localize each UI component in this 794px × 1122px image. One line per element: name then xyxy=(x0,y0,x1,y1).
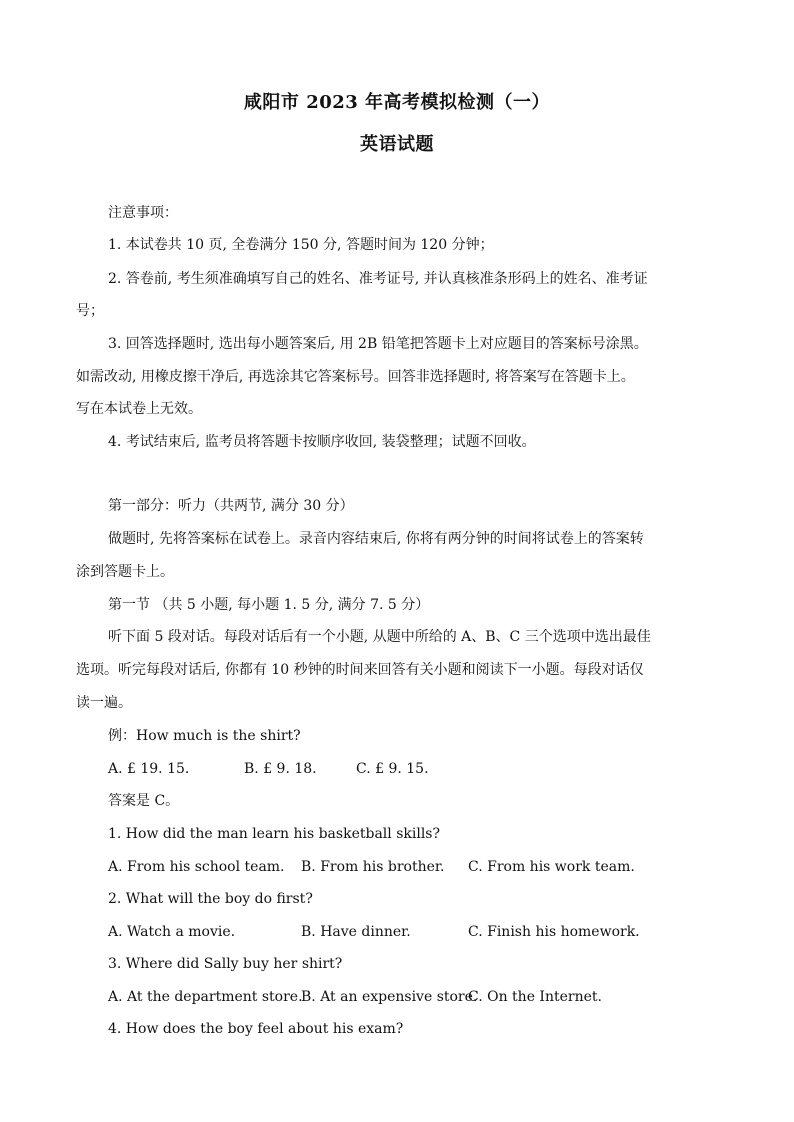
question-3-option-b: B. At an expensive store. xyxy=(301,989,478,1005)
question-1-option-a: A. From his school team. xyxy=(108,859,285,875)
page-subtitle: 英语试题 xyxy=(360,134,434,155)
example-option-a: A. £ 19. 15. xyxy=(108,761,190,777)
example-answer: 答案是 C。 xyxy=(108,793,180,809)
notice-heading: 注意事项： xyxy=(108,205,178,221)
question-2: 2. What will the boy do first? xyxy=(108,891,313,907)
notice-item-3-line-1: 3. 回答选择题时, 选出每小题答案后, 用 2B 铅笔把答题卡上对应题目的答案标号涂黑。 xyxy=(108,336,648,352)
question-3-option-a: A. At the department store. xyxy=(108,989,303,1005)
question-1-option-b: B. From his brother. xyxy=(301,859,445,875)
example-question: 例：How much is the shirt? xyxy=(108,728,301,744)
part1-heading: 第一部分：听力（共两节, 满分 30 分） xyxy=(108,498,354,514)
notice-item-1: 1. 本试卷共 10 页, 全卷满分 150 分, 答题时间为 120 分钟； xyxy=(108,237,494,253)
example-option-c: C. £ 9. 15. xyxy=(356,761,429,777)
section1-heading: 第一节 （共 5 小题, 每小题 1. 5 分, 满分 7. 5 分） xyxy=(108,597,430,613)
question-4: 4. How does the boy feel about his exam? xyxy=(108,1021,404,1037)
question-2-option-b: B. Have dinner. xyxy=(301,924,411,940)
part1-instruction-line-2: 涂到答题卡上。 xyxy=(76,564,174,580)
question-1: 1. How did the man learn his basketball skills? xyxy=(108,826,440,842)
question-3-option-c: C. On the Internet. xyxy=(468,989,602,1005)
question-3: 3. Where did Sally buy her shirt? xyxy=(108,956,343,972)
section1-instruction-line-2: 选项。听完每段对话后, 你都有 10 秒钟的时间来回答有关小题和阅读下一小题。每段对话仅 xyxy=(76,662,644,678)
part1-instruction-line-1: 做题时, 先将答案标在试卷上。录音内容结束后, 你将有两分钟的时间将试卷上的答案转 xyxy=(108,531,644,547)
section1-instruction-line-1: 听下面 5 段对话。每段对话后有一个小题, 从题中所给的 A、B、C 三个选项中选出最佳 xyxy=(108,629,651,645)
notice-item-3-line-2: 如需改动, 用橡皮擦干净后, 再选涂其它答案标号。回答非选择题时, 将答案写在答题卡上。 xyxy=(76,369,635,385)
section1-instruction-line-3: 读一遍。 xyxy=(76,695,132,711)
notice-item-2-line-1: 2. 答卷前, 考生须准确填写自己的姓名、准考证号, 并认真核准条形码上的姓名、准考证 xyxy=(108,271,648,287)
question-1-option-c: C. From his work team. xyxy=(468,859,635,875)
question-2-option-c: C. Finish his homework. xyxy=(468,924,640,940)
notice-item-3-line-3: 写在本试卷上无效。 xyxy=(76,401,202,417)
page-title: 咸阳市 2023 年高考模拟检测（一） xyxy=(243,92,551,113)
question-2-option-a: A. Watch a movie. xyxy=(108,924,236,940)
notice-item-2-line-2: 号； xyxy=(76,303,104,319)
example-option-b: B. £ 9. 18. xyxy=(244,761,317,777)
notice-item-4: 4. 考试结束后, 监考员将答题卡按顺序收回, 装袋整理；试题不回收。 xyxy=(108,434,536,450)
